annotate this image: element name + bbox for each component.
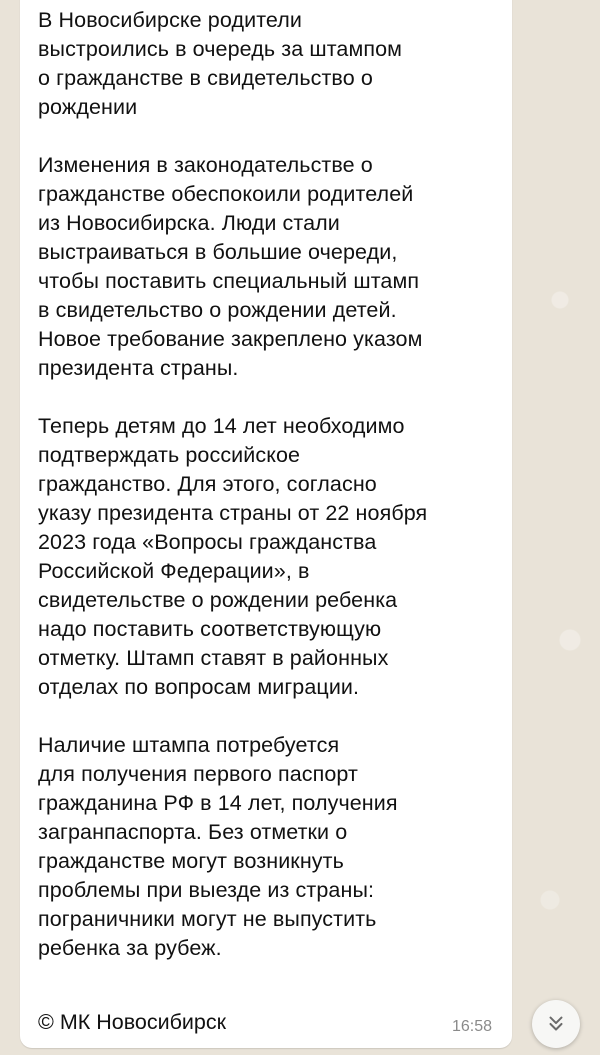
message-source: © МК Новосибирск	[38, 1010, 227, 1034]
double-chevron-down-icon	[545, 1013, 567, 1035]
message-text: В Новосибирске родители выстроились в очередь за штампом о гражданстве в свидетельство о рождении Изменения в законодательстве о гражданстве обеспокоили родителей из Новосибирска. Люди стали выстраиваться в большие очереди, чтобы поставить специальный штамп в свидетельство о рождении детей. Новое требование закреплено указом президента страны. Теперь детям до 14 лет необходимо подтверждать российское гражданство. Для этого, согласно указу президента страны от 22 ноября 2023 года «Вопросы гражданства Российской Федерации», в свидетельстве о рождении ребенка надо поставить соответствующую отметку. Штамп ставят в районных отделах по вопросам миграции. Наличие штампа потребуется для получения первого паспорт гражданина РФ в 14 лет, получения загранпаспорта. Без отметки о гражданстве могут возникнуть проблемы при выезде из страны: пограничники могут не выпустить ребенка за рубеж.	[38, 8, 428, 960]
scroll-down-button[interactable]	[532, 1000, 580, 1048]
message-timestamp: 16:58	[452, 1018, 493, 1035]
